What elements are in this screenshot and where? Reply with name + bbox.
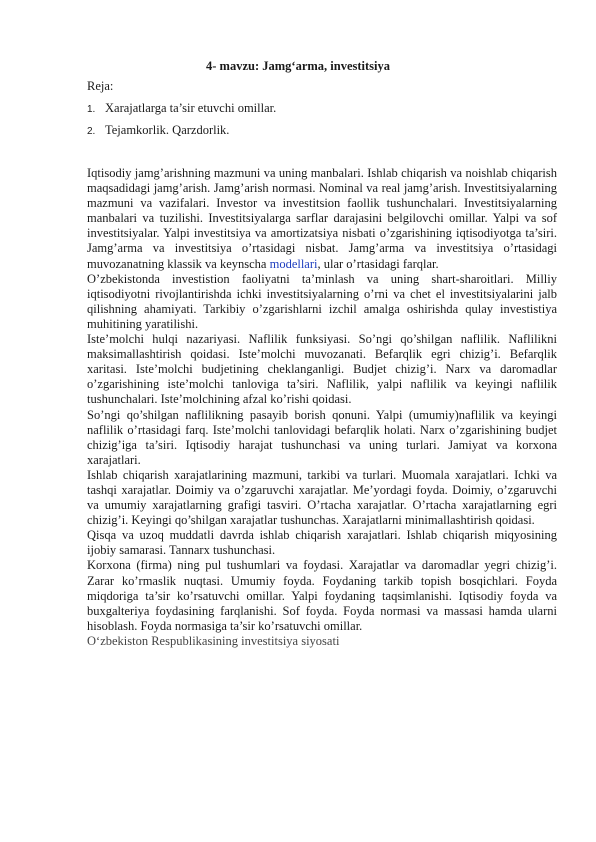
paragraph-text: Iqtisodiy jamg’arishning mazmuni va uning manbalari. Ishlab chiqarish va noishlab chiqarish maqsadidagi jamg’arish. Jamg’arish normasi. Nominal va real jamg’arish. Investitsiyalarning mazmuni va vazifalari. Investor va investitsion faollik tushunchalari. Investitsiyalarning manbalari va tuzilishi. Investitsiyalarga sarflar darajasini belgilovchi omillar. Yalpi va sof investitsiyalar. Yalpi investitsiya va amortizatsiya nisbati o’zgarishining iqtisodiyotga ta’siri. Jamg’arma va investitsiya o’rtasidagi nisbat. Jamg’arma va investitsiya o’rtasidagi muvozanatning klassik va keynscha bbox=[87, 166, 557, 271]
plan-item-text: Tejamkorlik. Qarzdorlik. bbox=[105, 123, 230, 137]
document-body bbox=[87, 166, 557, 649]
models-link[interactable]: modellari bbox=[269, 256, 318, 271]
section-heading: O‘zbekiston Respublikasining investitsiya siyosati bbox=[87, 633, 340, 648]
plan-item bbox=[87, 101, 276, 116]
paragraph bbox=[87, 166, 557, 272]
plan-item-number: 2. bbox=[87, 126, 96, 137]
paragraph-text: , ular o’rtasidagi farqlar. bbox=[317, 256, 439, 271]
plan-item-text: Xarajatlarga ta’sir etuvchi omillar. bbox=[105, 101, 277, 115]
paragraph: Ishlab chiqarish xarajatlarining mazmuni, tarkibi va turlari. Muomala xarajatlari. Ichki va tashqi xarajatlar. Doimiy va o’zgaruvchi xarajatlar. Me’yordagi foyda. Doimiy, o’zgaruvchi va umumiy xarajatlarning grafigi tasviri. O’rtacha xarajatlar. O’rtacha xarajatlarning egri chizig’i. Keyingi qo’shilgan xarajatlar tushunchas. Xarajatlarni minimallashtirish qoidasi. bbox=[87, 467, 557, 528]
paragraph: Qisqa va uzoq muddatli davrda ishlab chiqarish xarajatlari. Ishlab chiqarish miqyosining ijobiy samarasi. Tannarx tushunchasi. bbox=[87, 528, 557, 558]
paragraph: So’ngi qo’shilgan naflilikning pasayib borish qonuni. Yalpi (umumiy)naflilik va keyingi naflilik o’rtasidagi farq. Iste’molchi tanlovidagi befarqlik holati. Narx o’zgarishining budjet chizig’iga ta’siri. Iqtisodiy harajat tushunchasi va uning turlari. Jamiyat va korxona xarajatlari. bbox=[87, 407, 557, 467]
paragraph: O’zbekistonda investistion faoliyatni ta’minlash va uning shart-sharoitlari. Milliy iqtisodiyotni rivojlantirishda ichki investitsiyalarning o’rni va chet el investitsiyalarini jalb qilishning ahamiyati. Tarkibiy o’zgarishlarni izchil amalga oshirishda qulay investistiya muhitining yaratilishi. bbox=[87, 271, 557, 331]
plan-item bbox=[87, 123, 229, 138]
plan-item-number: 1. bbox=[87, 104, 96, 115]
paragraph: Korxona (firma) ning pul tushumlari va foydasi. Xarajatlar va daromadlar yegri chizig’i. Zarar ko’rmaslik nuqtasi. Umumiy foyda. Foydaning tarkib topish bosqichlari. Foyda miqdoriga ta’sir ko’rsatuvchi omillar. Yalpi foydaning taqsimlanishi. Iqtisodiy foyda va buxgalteriya foydasining farqlanishi. Sof foyda. Foyda normasi va massasi hamda ularni hisoblash. Foyda normasiga ta’sir ko’rsatuvchi omillar. bbox=[87, 558, 557, 633]
document-title: 4- mavzu: Jamg‘arma, investitsiya bbox=[206, 59, 390, 73]
paragraph: Iste’molchi hulqi nazariyasi. Naflilik funksiyasi. So’ngi qo’shilgan naflilik. Naflilikni maksimallashtirish qoidasi. Iste’molchi muvozanati. Befarqlik egri chizig’i. Befarqlik xaritasi. Iste’molchi budjetining cheklanganligi. Budjet chizig’i. Narx va daromadlar o’zgarishining iste’molchi tanloviga ta’siri. Naflilik, yalpi naflilik va keyingi naflilik tushunchalari. Iste’molchining afzal ko’rishi qoidasi. bbox=[87, 332, 557, 407]
plan-heading: Reja: bbox=[87, 79, 114, 93]
